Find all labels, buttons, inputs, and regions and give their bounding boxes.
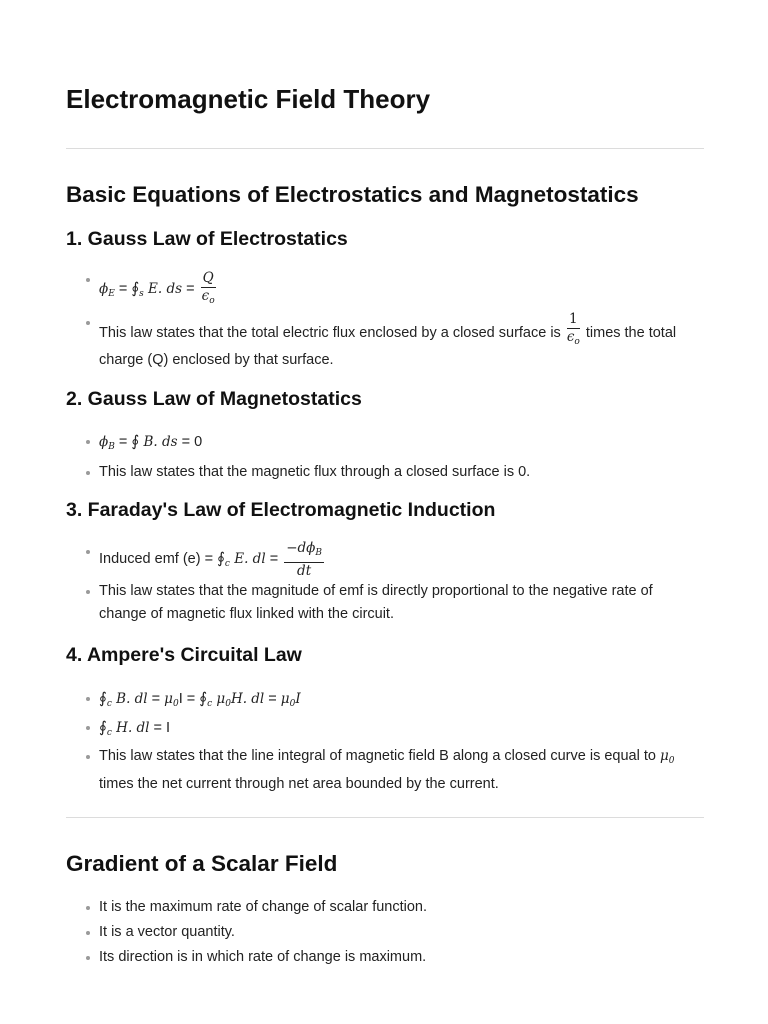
gauss-electrostatics-equation: $\phi_E$ = $∮_s$ E. ds = $\frac{Q}{\epsilon_o}$ — [99, 270, 215, 306]
gauss-magnetostatics-equation: $\phi_B$ = ∮ B. ds = 0 — [99, 432, 203, 452]
subsection-heading-ampere: 4. Ampere's Circuital Law — [66, 644, 302, 666]
list-item: This law states that the magnetic flux through a closed surface is 0. — [66, 461, 704, 484]
list-item — [66, 745, 704, 796]
ampere-equation-1: $∮_c$ B. dl = $\mu_0I$ = $∮_c$ $\mu_0H$. dl = $\mu_0I$ — [99, 689, 301, 709]
list-item: It is the maximum rate of change of scalar function. — [66, 896, 704, 919]
section-heading-gradient: Gradient of a Scalar Field — [66, 851, 338, 876]
divider — [66, 817, 704, 818]
list-item: It is a vector quantity. — [66, 921, 704, 944]
ampere-description-end: times the net current through net area bounded by the current. — [99, 776, 499, 792]
ampere-equation-2: $∮_c$ H. dl = I — [99, 718, 171, 738]
faraday-equation-prefix: Induced emf (e) = — [99, 550, 218, 567]
page-title: Electromagnetic Field Theory — [66, 84, 431, 114]
divider — [66, 148, 704, 149]
gauss-magnetostatics-list — [66, 430, 704, 484]
ampere-description-start: This law states that the line integral of magnetic field B along a closed curve is equal to — [99, 748, 656, 764]
list-item — [66, 430, 704, 459]
list-item — [66, 687, 704, 716]
subsection-heading-gauss-electrostatics: 1. Gauss Law of Electrostatics — [66, 228, 348, 250]
gradient-list — [66, 896, 704, 969]
gauss-electrostatics-description-start: This law states that the total electric flux enclosed by a closed surface is — [99, 325, 561, 341]
mu-zero-symbol: $\mu_0$ — [659, 748, 675, 766]
list-item — [66, 268, 704, 308]
section-heading-basic-equations: Basic Equations of Electrostatics and Magnetostatics — [66, 182, 639, 207]
faraday-equation: $∮_c$ E. dl = $\frac{-d\phi_B}{dt}$ — [217, 540, 322, 579]
list-item — [66, 716, 704, 745]
one-over-epsilon-fraction: $\frac{1}{\epsilon_o}$ — [566, 311, 580, 347]
gauss-electrostatics-list — [66, 268, 704, 372]
ampere-list — [66, 687, 704, 796]
list-item: Its direction is in which rate of change is maximum. — [66, 946, 704, 969]
faraday-list — [66, 540, 704, 626]
subsection-heading-faraday: 3. Faraday's Law of Electromagnetic Induction — [66, 499, 496, 521]
subsection-heading-gauss-magnetostatics: 2. Gauss Law of Magnetostatics — [66, 388, 362, 410]
gauss-electrostatics-description-end: times the total charge (Q) enclosed by that surface. — [99, 325, 677, 368]
list-item: This law states that the magnitude of emf is directly proportional to the negative rate of change of magnetic flux linked with the circuit. — [66, 580, 704, 626]
list-item — [66, 311, 704, 372]
list-item — [66, 540, 704, 578]
